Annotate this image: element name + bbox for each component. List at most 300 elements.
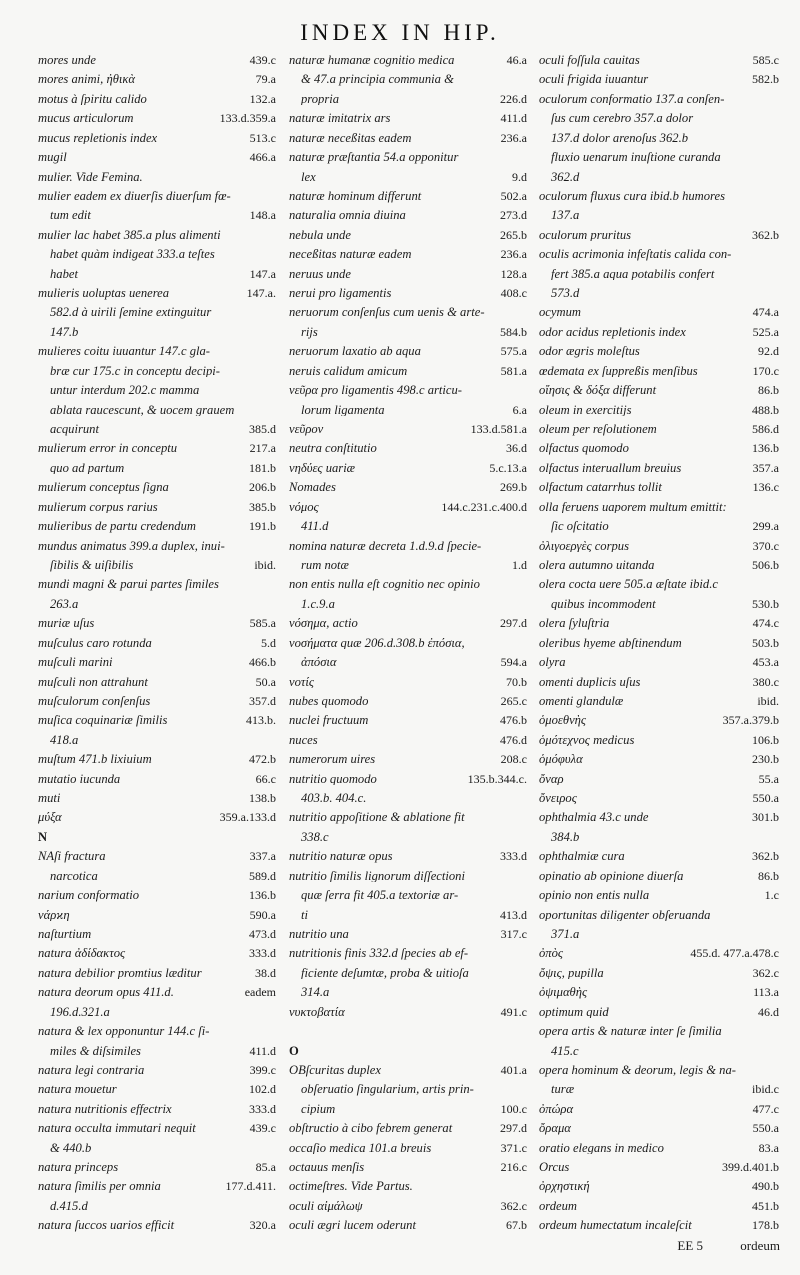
index-entry — [38, 209, 276, 228]
entry-term: olyra — [539, 656, 566, 669]
index-entry — [539, 132, 779, 151]
entry-term: ὁμόφυλα — [539, 753, 583, 766]
entry-term: nutritionis finis 332.d ſpecies ab ef- — [289, 947, 469, 960]
entry-term: neruus unde — [289, 267, 351, 281]
index-entry — [539, 54, 779, 73]
entry-reference: 113.a — [753, 986, 779, 1000]
entry-term: oculi frigida iuuantur — [539, 73, 649, 87]
index-entry — [38, 442, 276, 461]
index-entry — [539, 656, 779, 675]
entry-reference: 584.b — [500, 325, 527, 339]
index-entry — [539, 695, 779, 714]
index-entry — [38, 889, 276, 908]
entry-term: muriæ uſus — [38, 617, 95, 630]
entry-term: 338.c — [301, 830, 329, 844]
index-entry — [539, 442, 779, 461]
entry-term: ophthalmiæ cura — [539, 850, 625, 863]
entry-reference: 50.a — [255, 675, 276, 689]
entry-reference: 385.d — [249, 423, 276, 437]
index-entry — [289, 1180, 527, 1199]
entry-term: ὀπὸς — [539, 947, 564, 960]
entry-term: quo ad partum — [50, 461, 125, 475]
entry-reference: 359.a.133.d — [219, 811, 276, 825]
entry-reference: 236.a — [500, 131, 527, 145]
entry-term: omenti duplicis uſus — [539, 675, 641, 689]
index-entry — [289, 326, 527, 345]
index-entry — [38, 171, 276, 190]
index-entry — [539, 947, 779, 966]
entry-term: optimum quid — [539, 1005, 609, 1019]
entry-term: ocymum — [539, 306, 581, 320]
index-entry — [38, 850, 276, 869]
index-entry — [539, 1161, 779, 1180]
entry-term: natura princeps — [38, 1161, 119, 1174]
entry-reference: 455.d. 477.a.478.c — [690, 947, 779, 961]
entry-term: mulierum conceptus ſigna — [38, 481, 169, 494]
entry-term: ὀλιγοεργὲς corpus — [539, 539, 629, 553]
entry-term: N — [38, 830, 48, 844]
entry-reference: 590.a — [249, 908, 276, 922]
entry-term: untur interdum 202.c mamma — [50, 384, 200, 397]
index-entry — [539, 1083, 779, 1102]
entry-term: neruorum laxatio ab aqua — [289, 345, 421, 358]
entry-term: oleum per reſolutionem — [539, 423, 657, 436]
index-entry — [539, 112, 779, 131]
entry-term: occaſio medica 101.a breuis — [289, 1141, 432, 1155]
entry-term: olfactum catarrhus tollit — [539, 481, 662, 494]
entry-term: ὀπώρα — [539, 1102, 574, 1116]
index-entry — [289, 1025, 527, 1044]
entry-term: ὁμοεθνὴς — [539, 714, 587, 727]
index-entry — [38, 870, 276, 889]
index-column-right — [539, 54, 779, 1239]
index-entry — [289, 229, 527, 248]
entry-reference: 413.b. — [246, 714, 276, 728]
index-entry — [539, 501, 779, 520]
entry-reference: 453.a — [752, 656, 779, 670]
entry-term: muſculus caro rotunda — [38, 636, 152, 650]
entry-reference: 362.b — [752, 850, 779, 864]
entry-term: mulier eadem ex diuerſis diuerſum fœ- — [38, 189, 231, 203]
index-entry — [539, 287, 779, 306]
index-entry — [38, 1025, 276, 1044]
entry-term: natura ἀδίδακτος — [38, 947, 126, 960]
entry-reference: 525.a — [752, 325, 779, 339]
entry-reference: 79.a — [255, 73, 276, 87]
entry-term: turæ — [551, 1083, 575, 1096]
index-entry — [289, 520, 527, 539]
index-entry — [539, 967, 779, 986]
entry-reference: 466.b — [249, 656, 276, 670]
index-entry — [539, 1103, 779, 1122]
entry-term: 573.d — [551, 287, 580, 300]
entry-term: οἴησις & δόξα differunt — [539, 384, 657, 397]
entry-term: oleribus hyeme abſtinendum — [539, 636, 682, 650]
entry-reference: 399.c — [249, 1063, 276, 1077]
index-entry — [38, 967, 276, 986]
entry-reference: 217.a — [249, 442, 276, 456]
index-entry — [289, 248, 527, 267]
entry-term: obſeruatio ſingularium, artis prin- — [301, 1083, 474, 1096]
index-entry — [539, 617, 779, 636]
entry-term: rijs — [301, 325, 318, 339]
entry-reference: 297.d — [500, 1122, 527, 1136]
entry-reference: 357.a.379.b — [722, 714, 779, 728]
entry-reference: 589.d — [249, 869, 276, 883]
index-entry — [38, 54, 276, 73]
entry-reference: 362.b — [752, 228, 779, 242]
index-entry — [38, 151, 276, 170]
index-entry — [289, 578, 527, 597]
entry-term: ὄναρ — [539, 772, 564, 786]
entry-reference: 92.d — [758, 345, 779, 359]
entry-term: νοσήματα quæ 206.d.308.b ἐπόσια, — [289, 636, 465, 650]
entry-term: naturæ hominum differunt — [289, 189, 422, 203]
entry-term: oculi ægri lucem oderunt — [289, 1219, 416, 1232]
entry-reference: 191.b — [249, 520, 276, 534]
index-entry — [289, 714, 527, 733]
index-entry — [539, 1064, 779, 1083]
index-entry — [38, 1006, 276, 1025]
entry-term: olfactus interuallum breuius — [539, 461, 682, 475]
entry-term: omenti glandulæ — [539, 694, 624, 708]
entry-reference: 491.c — [500, 1005, 527, 1019]
entry-term: νηδύες uariæ — [289, 461, 356, 475]
entry-reference: 413.d — [500, 908, 527, 922]
entry-reference: 177.d.411. — [225, 1180, 276, 1194]
entry-term: 411.d — [301, 520, 329, 533]
index-entry — [289, 656, 527, 675]
index-entry — [289, 345, 527, 364]
index-entry — [289, 171, 527, 190]
entry-term: muſculi marini — [38, 656, 113, 669]
entry-term: non entis nulla eſt cognitio nec opinio — [289, 578, 480, 591]
entry-reference: 476.b — [500, 714, 527, 728]
index-entry — [289, 442, 527, 461]
index-entry — [289, 112, 527, 131]
index-entry — [38, 928, 276, 947]
entry-term: ὄραμα — [539, 1122, 571, 1135]
entry-reference: 86.b — [758, 384, 779, 398]
entry-term: oculorum conformatio 137.a conſen- — [539, 92, 725, 106]
entry-term: habet quàm indigeat 333.a teſtes — [50, 248, 215, 261]
entry-term: odor ægris moleſtus — [539, 345, 640, 358]
entry-term: natura ſimilis per omnia — [38, 1180, 161, 1194]
index-entry — [38, 306, 276, 325]
page-footer — [0, 1238, 780, 1254]
entry-term: ti — [301, 908, 308, 922]
entry-reference: 6.a — [512, 403, 527, 417]
index-entry — [539, 268, 779, 287]
entry-term: muſica coquinariæ ſimilis — [38, 714, 168, 727]
index-entry — [289, 540, 527, 559]
index-entry — [539, 559, 779, 578]
entry-term: naturæ imitatrix ars — [289, 112, 391, 125]
entry-term: nubes quomodo — [289, 694, 369, 708]
entry-term: naturalia omnia diuina — [289, 209, 406, 222]
index-entry — [289, 637, 527, 656]
index-entry — [38, 501, 276, 520]
index-entry — [539, 889, 779, 908]
entry-reference: 66.c — [255, 772, 276, 786]
entry-reference: 5.c.13.a — [489, 461, 527, 475]
index-entry — [289, 928, 527, 947]
index-entry — [289, 889, 527, 908]
index-entry — [38, 1122, 276, 1141]
entry-term: tum edit — [50, 209, 91, 222]
index-entry — [289, 1103, 527, 1122]
index-entry — [539, 73, 779, 92]
index-entry — [289, 617, 527, 636]
index-entry — [539, 753, 779, 772]
entry-term: mulierum corpus rarius — [38, 500, 158, 514]
index-entry — [539, 481, 779, 500]
index-entry — [38, 1200, 276, 1219]
index-entry — [289, 306, 527, 325]
entry-term: mugil — [38, 151, 67, 164]
entry-term: 415.c — [551, 1044, 579, 1058]
entry-term: OBſcuritas duplex — [289, 1063, 381, 1077]
entry-term: neruorum conſenſus cum uenis & arte- — [289, 306, 485, 320]
index-entry — [38, 1083, 276, 1102]
entry-term: Orcus — [539, 1161, 570, 1174]
index-entry — [539, 578, 779, 597]
entry-reference: 301.b — [752, 811, 779, 825]
entry-term: nutritio ſimilis lignorum diſſectioni — [289, 869, 465, 883]
entry-reference: 370.c — [752, 539, 779, 553]
entry-term: natura debilior promtius læditur — [38, 966, 202, 980]
index-entry — [539, 171, 779, 190]
index-entry — [539, 1200, 779, 1219]
entry-reference: 138.b — [249, 792, 276, 806]
entry-reference: 46.d — [758, 1005, 779, 1019]
index-entry — [289, 986, 527, 1005]
index-entry — [38, 792, 276, 811]
entry-term: odor acidus repletionis index — [539, 325, 686, 339]
index-entry — [289, 404, 527, 423]
index-entry — [289, 559, 527, 578]
entry-term: νυκτοβατία — [289, 1005, 345, 1019]
entry-term: oculorum pruritus — [539, 228, 632, 242]
entry-term: ſus cum cerebro 357.a dolor — [551, 112, 694, 125]
index-entry — [289, 1083, 527, 1102]
index-entry — [539, 190, 779, 209]
entry-term: mundi magni & parui partes ſimiles — [38, 578, 219, 591]
entry-term: natura deorum opus 411.d. — [38, 986, 174, 999]
index-entry — [539, 773, 779, 792]
entry-reference: 147.a. — [246, 287, 276, 301]
index-entry — [539, 870, 779, 889]
entry-reference: 147.a — [249, 267, 276, 281]
entry-reference: eadem — [244, 986, 276, 1000]
entry-term: nuces — [289, 733, 318, 747]
index-entry — [539, 1180, 779, 1199]
entry-reference: 477.c — [752, 1102, 779, 1116]
index-entry — [289, 93, 527, 112]
entry-term: bræ cur 175.c in conceptu decipi- — [50, 364, 220, 378]
entry-term: ὀρχηστική — [539, 1180, 590, 1194]
entry-term: ophthalmia 43.c unde — [539, 811, 649, 825]
index-entry — [38, 540, 276, 559]
index-entry — [38, 1045, 276, 1064]
entry-reference: 133.d.581.a — [470, 423, 527, 437]
index-entry — [38, 365, 276, 384]
index-entry — [539, 462, 779, 481]
entry-reference: 1.d — [512, 558, 527, 572]
index-entry — [289, 909, 527, 928]
index-entry — [289, 268, 527, 287]
entry-reference: 586.d — [752, 423, 779, 437]
entry-term: mulieribus de partu credendum — [38, 520, 196, 533]
index-entry — [539, 1219, 779, 1238]
entry-reference: 265.c — [500, 694, 527, 708]
index-entry — [38, 695, 276, 714]
entry-reference: 474.c — [752, 617, 779, 631]
entry-reference: 585.c — [752, 54, 779, 67]
entry-reference: 408.c — [500, 287, 527, 301]
entry-term: nutritio quomodo — [289, 772, 377, 786]
entry-term: nutritio appoſitione & ablatione fit — [289, 811, 465, 825]
entry-reference: 144.c.231.c.400.d — [441, 500, 527, 514]
index-entry — [38, 559, 276, 578]
index-entry — [38, 773, 276, 792]
entry-term: natura legi contraria — [38, 1063, 145, 1077]
entry-reference: 472.b — [249, 753, 276, 767]
entry-term: 1.c.9.a — [301, 597, 335, 611]
entry-reference: 178.b — [752, 1219, 779, 1233]
entry-term: d.415.d — [50, 1199, 88, 1213]
index-entry — [38, 714, 276, 733]
index-entry — [289, 850, 527, 869]
entry-reference: 100.c — [500, 1102, 527, 1116]
index-entry — [539, 637, 779, 656]
entry-reference: 320.a — [249, 1219, 276, 1233]
entry-reference: 5.d — [261, 636, 276, 650]
entry-reference: 451.b — [752, 1199, 779, 1213]
entry-reference: 439.c — [249, 54, 276, 67]
entry-term: acquirunt — [50, 423, 99, 436]
entry-term: narium conformatio — [38, 889, 140, 902]
entry-reference: 85.a — [255, 1161, 276, 1175]
entry-term: opera artis & naturæ inter ſe ſimilia — [539, 1025, 722, 1038]
index-entry — [289, 676, 527, 695]
entry-reference: 136.b — [249, 889, 276, 903]
entry-reference: 148.a — [249, 209, 276, 223]
entry-reference: 530.b — [752, 597, 779, 611]
entry-term: muſculorum conſenſus — [38, 694, 151, 708]
entry-reference: 208.c — [500, 753, 527, 767]
entry-term: mulier lac habet 385.a plus alimenti — [38, 228, 221, 242]
entry-term: 418.a — [50, 733, 79, 747]
entry-reference: 46.a — [506, 54, 527, 67]
entry-term: quibus incommodent — [551, 597, 656, 611]
entry-term: ſibilis & uiſibilis — [50, 558, 134, 572]
entry-term: oleum in exercitijs — [539, 403, 632, 417]
index-entry — [289, 792, 527, 811]
index-entry — [539, 1142, 779, 1161]
entry-term: nutritio naturæ opus — [289, 850, 393, 863]
index-entry — [38, 404, 276, 423]
entry-reference: 38.d — [255, 966, 276, 980]
entry-term: naturæ præſtantia 54.a opponitur — [289, 151, 459, 164]
entry-term: fluxio uenarum inuſtione curanda — [551, 151, 721, 164]
entry-term: νάρϰη — [38, 908, 70, 922]
entry-term: mulier. Vide Femina. — [38, 170, 143, 184]
entry-term: rum notæ — [301, 558, 349, 572]
entry-term: oratio elegans in medico — [539, 1141, 664, 1155]
index-entry — [289, 947, 527, 966]
index-entry — [539, 248, 779, 267]
index-entry — [38, 520, 276, 539]
index-entry — [289, 73, 527, 92]
entry-reference: 67.b — [506, 1219, 527, 1233]
entry-reference: 371.c — [500, 1141, 527, 1155]
entry-term: 403.b. 404.c. — [301, 792, 367, 805]
entry-term: lorum ligamenta — [301, 403, 385, 417]
index-entry — [539, 384, 779, 403]
index-entry — [38, 947, 276, 966]
entry-term: 362.d — [551, 170, 580, 184]
entry-reference: 411.d — [249, 1044, 276, 1058]
entry-term: ἀπόσια — [301, 656, 337, 669]
entry-term: 263.a — [50, 597, 79, 611]
index-entry — [38, 1180, 276, 1199]
entry-reference: 362.c — [752, 966, 779, 980]
entry-term: mutatio iucunda — [38, 772, 121, 786]
index-entry — [289, 831, 527, 850]
index-entry — [539, 404, 779, 423]
index-entry — [38, 93, 276, 112]
entry-term: natura & lex opponuntur 144.c ſi- — [38, 1025, 210, 1038]
index-entry — [38, 481, 276, 500]
entry-term: ὁμότεχνος medicus — [539, 733, 635, 747]
entry-term: mulieris uoluptas uenerea — [38, 287, 170, 300]
entry-term: natura nutritionis effectrix — [38, 1102, 172, 1116]
entry-reference: 83.a — [758, 1141, 779, 1155]
index-entry — [539, 734, 779, 753]
index-entry — [289, 773, 527, 792]
index-entry — [289, 1142, 527, 1161]
index-entry — [289, 384, 527, 403]
entry-reference: 401.a — [500, 1063, 527, 1077]
entry-reference: 317.c — [500, 927, 527, 941]
index-entry — [539, 326, 779, 345]
index-entry — [539, 1045, 779, 1064]
index-entry — [289, 967, 527, 986]
index-entry — [289, 1161, 527, 1180]
entry-reference: 362.c — [500, 1199, 527, 1213]
entry-term: muti — [38, 792, 61, 805]
index-entry — [539, 306, 779, 325]
entry-reference: 380.c — [752, 675, 779, 689]
entry-reference: 36.d — [506, 442, 527, 456]
entry-reference: 216.c — [500, 1161, 527, 1175]
index-entry — [38, 656, 276, 675]
entry-reference: 473.d — [249, 927, 276, 941]
section-letter — [38, 831, 276, 850]
entry-reference: 490.b — [752, 1180, 779, 1194]
index-entry — [38, 909, 276, 928]
entry-term: obſtructio à cibo febrem generat — [289, 1122, 453, 1135]
index-entry — [38, 637, 276, 656]
index-entry — [38, 462, 276, 481]
entry-reference: 128.a — [500, 267, 527, 281]
entry-term: oculi αἰμάλωψ — [289, 1199, 363, 1213]
entry-term: ablata raucescunt, & uocem grauem — [50, 403, 235, 417]
entry-reference: 1.c — [764, 889, 779, 903]
index-entry — [289, 811, 527, 830]
entry-reference: 297.d — [500, 617, 527, 631]
